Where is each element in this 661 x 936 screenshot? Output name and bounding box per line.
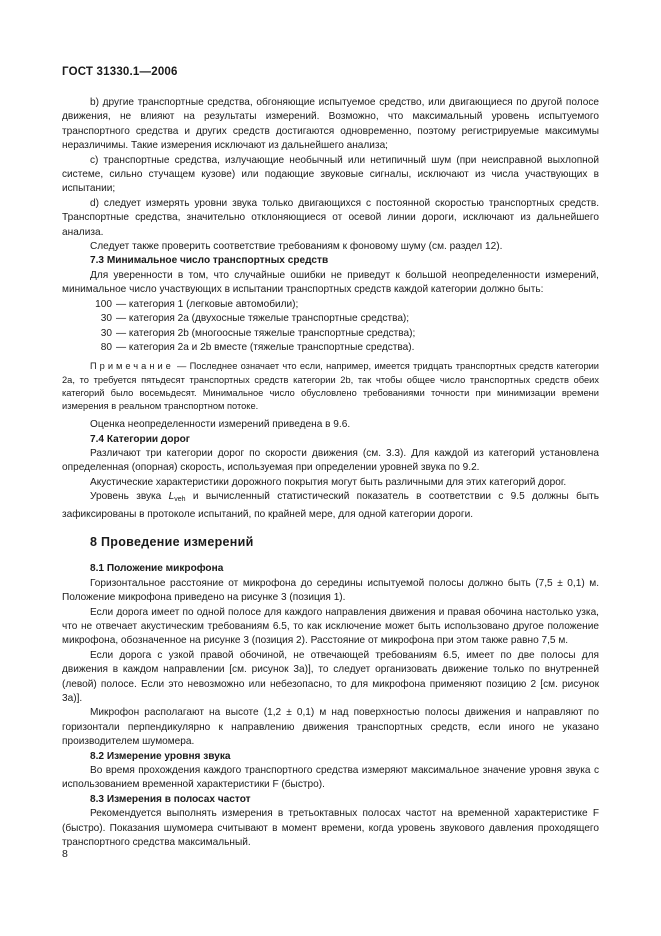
min-count-list [62,298,599,356]
paragraph-b: b) другие транспортные средства, обгоняющие испытуемое средство, или двигающиеся по другой полосе движения, не влияют на результаты измерений. Возможно, что максимальный уровень испытуемого транспортного средства и других средств достигаются одновременно, поэтому регистрируемые максимумы неразличимы. Такие измерения исключают из дальнейшего анализа; [62,97,599,152]
note-label: Примечание [90,361,174,372]
text-segment: Уровень звука [90,491,169,503]
paragraph-d: d) следует измерять уровни звука только двигающихся с постоянной скоростью транспортных средств. Транспортные средства, значительно отклоняющиеся от осевой линии дороги, исключают из дальнейшего анализа. [62,197,599,238]
count-category: — категория 2а (двухосные тяжелые транспортные средства); [116,313,410,325]
paragraph-background-noise: Следует также проверить соответствие требованиям к фоновому шуму (см. раздел 12). [90,241,503,253]
list-item [62,327,599,341]
standard-header: ГОСТ 31330.1—2006 [62,66,178,78]
paragraph-c: c) транспортные средства, излучающие необычный или нетипичный шум (при неисправной выхлопной системе, сильно стучащем кузове) или подающие звуковые сигналы, исключают из числа участвующих в испытании; [62,154,599,195]
text-segment: и вычисленный статистический показатель в соответствии с 9.5 должны быть зафиксированы в протоколе испытаний, по крайней мере, для одной категории дороги. [62,491,599,520]
paragraph-uncertainty: Оценка неопределенности измерений приведена в 9.6. [90,419,351,431]
heading-8-3: 8.3 Измерения в полосах частот [90,793,251,805]
paragraph-8-1d: Микрофон располагают на высоте (1,2 ± 0,1) м над поверхностью полосы движения и направляют по горизонтали перпендикулярно к направлению движения транспортных средств, если иного не указано производителем шумомера. [62,707,599,748]
lveh-subscript: veh [174,496,186,504]
list-item [62,312,599,326]
paragraph-8-1a: Горизонтальное расстояние от микрофона до середины испытуемой полосы должно быть (7,5 ± 0,1) м. Положение микрофона приведено на рисунке 3 (позиция 1). [62,577,599,604]
lveh-symbol: L [168,491,175,503]
count-value: 80 [100,341,112,353]
heading-7-4: 7.4 Категории дорог [90,433,191,445]
paragraph-8-1b: Если дорога имеет по одной полосе для каждого направления движения и правая обочина настолько узка, что не отвечает акустическим требованиям 6.5, то как исключение может быть использовано другое положение микрофона, обозначенное на рисунке 3 (позиция 2). Расстояние от микрофона при этом также равно 7,5 м. [62,606,599,647]
count-value: 100 [95,298,112,310]
paragraph-8-2: Во время прохождения каждого транспортного средства измеряют максимальное значение уровня звука с использованием временной характеристики F (быстро). [62,765,599,791]
note-text: — Последнее означает что если, например, имеется тридцать транспортных средств категории 2а, то требуется пятьдесят транспортных средств категории 2b, так чтобы общее число транспортных средств обеих категорий было восемьдесят. Минимальное число обусловлено требованиями точности при минимизации времени измерения в реальном транспортном потоке. [62,361,599,411]
document-body [62,96,599,851]
paragraph-7-4a: Различают три категории дорог по скорости движения (см. 3.3). Для каждой из категорий установлена определенная (опорная) скорость, используемая при определении уровней звука по 9.2. [62,447,599,474]
note [62,360,599,413]
count-category: — категория 2b (многоосные тяжелые транспортные средства); [116,327,416,339]
heading-8: 8 Проведение измерений [90,534,254,549]
count-category: — категория 2а и 2b вместе (тяжелые транспортные средства). [116,341,415,353]
list-item [62,341,599,355]
count-value: 30 [100,327,112,339]
heading-8-2: 8.2 Измерение уровня звука [90,750,231,762]
heading-7-3: 7.3 Минимальное число транспортных средств [90,255,329,267]
paragraph-8-1c: Если дорога с узкой правой обочиной, не отвечающей требованиям 6.5, имеет по две полосы для движения в каждом направлении [см. рисунок 3а)], то следует организовать движение только по внутренней (левой) полосе. Если это невозможно или небезопасно, то для микрофона применяют позицию 2 [см. рисунок 3а)]. [62,649,599,705]
paragraph-7-4c [62,490,599,522]
paragraph-7-3: Для уверенности в том, что случайные ошибки не приведут к большой неопределенности измерений, минимальное число участвующих в испытании транспортных средств каждой категории должно быть: [62,269,599,296]
list-item [62,298,599,312]
page-number: 8 [62,848,68,860]
paragraph-7-4b: Акустические характеристики дорожного покрытия могут быть различными для этих категорий дорог. [90,476,567,488]
paragraph-8-3: Рекомендуется выполнять измерения в третьоктавных полосах частот на временной характеристике F (быстро). Показания шумомера считывают в момент времени, когда уровень звукового давления проходящего транспортного средства максимальный. [62,808,599,849]
heading-8-1: 8.1 Положение микрофона [90,563,224,575]
count-value: 30 [100,313,112,325]
count-category: — категория 1 (легковые автомобили); [116,298,299,310]
